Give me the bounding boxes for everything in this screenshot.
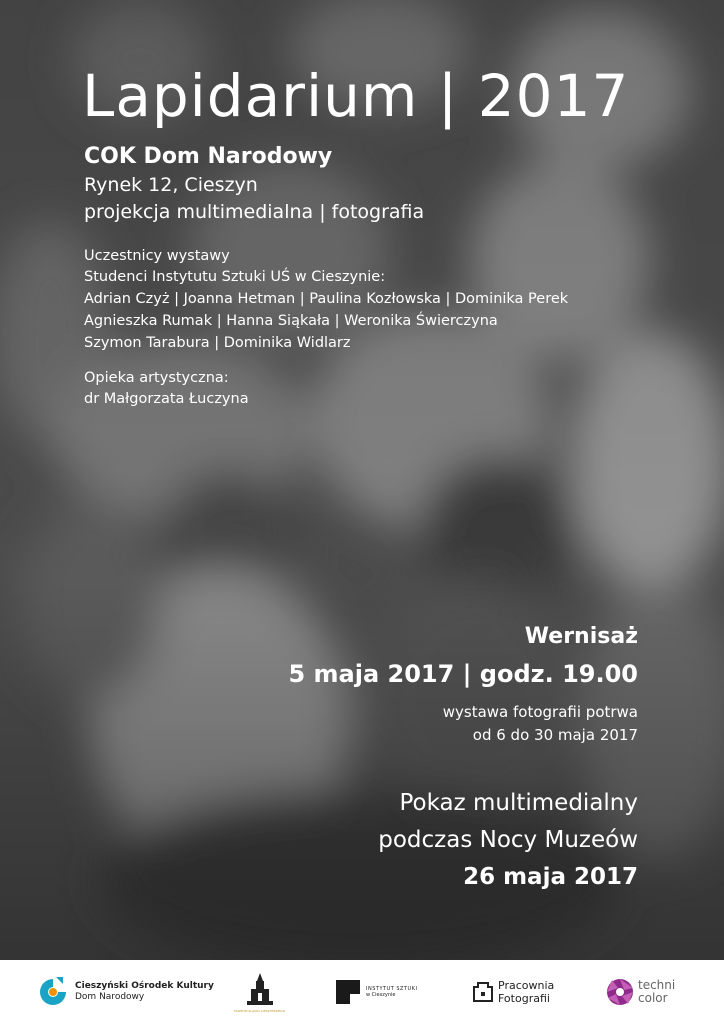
pracownia-line2: Fotografii (498, 992, 550, 1005)
museum-logo (234, 960, 285, 1024)
instytut-line2: w Cieszynie (366, 992, 396, 998)
pracownia-line1: Pracownia (498, 979, 555, 992)
participants-line: Studenci Instytutu Sztuki UŚ w Cieszynie: (84, 269, 386, 285)
event-genre: projekcja multimedialna | fotografia (84, 201, 425, 223)
camera-frame-icon (472, 981, 494, 1003)
techni-line2: color (638, 991, 668, 1005)
supervisor-name: dr Małgorzata Łuczyna (84, 391, 249, 407)
vernissage-label: Wernisaż (524, 624, 638, 649)
aperture-icon (606, 978, 634, 1006)
techni-line1: techni (638, 978, 676, 992)
instytut-sztuki-logo (336, 960, 417, 1024)
supervision-heading: Opieka artystyczna: (84, 370, 229, 386)
pracownia-fotografii-logo (472, 960, 554, 1024)
poster-title: Lapidarium | 2017 (82, 62, 630, 130)
show-title-line: Pokaz multimedialny (399, 790, 638, 816)
participants-heading: Uczestnicy wystawy (84, 248, 230, 264)
vernissage-date: 5 maja 2017 | godz. 19.00 (288, 660, 638, 688)
show-title-line: podczas Nocy Muzeów (378, 827, 638, 853)
museum-caption: MUZEUM ŚLĄSKA CIESZYŃSKIEGO (234, 1009, 286, 1013)
exhibition-duration-line: wystawa fotografii potrwa (442, 703, 638, 721)
venue-name: COK Dom Narodowy (84, 144, 333, 169)
venue-address: Rynek 12, Cieszyn (84, 174, 258, 196)
exhibition-duration-line: od 6 do 30 maja 2017 (472, 726, 638, 744)
participants-line: Agnieszka Rumak | Hanna Siąkała | Weronika Świerczyna (84, 313, 498, 329)
cok-emblem-icon (36, 975, 70, 1009)
instytut-line1: INSTYTUT SZTUKI (366, 986, 418, 992)
cok-logo (36, 960, 214, 1024)
participants-line: Szymon Tarabura | Dominika Widlarz (84, 335, 351, 351)
cok-name: Cieszyński Ośrodek Kultury (75, 981, 214, 991)
participants-line: Adrian Czyż | Joanna Hetman | Paulina Kozłowska | Dominika Perek (84, 291, 569, 307)
show-date: 26 maja 2017 (463, 864, 638, 890)
tower-icon (243, 971, 277, 1009)
cok-subtitle: Dom Narodowy (75, 992, 145, 1002)
instytut-square-icon (336, 980, 360, 1004)
sponsor-footer (0, 960, 724, 1024)
technicolor-logo (606, 960, 675, 1024)
